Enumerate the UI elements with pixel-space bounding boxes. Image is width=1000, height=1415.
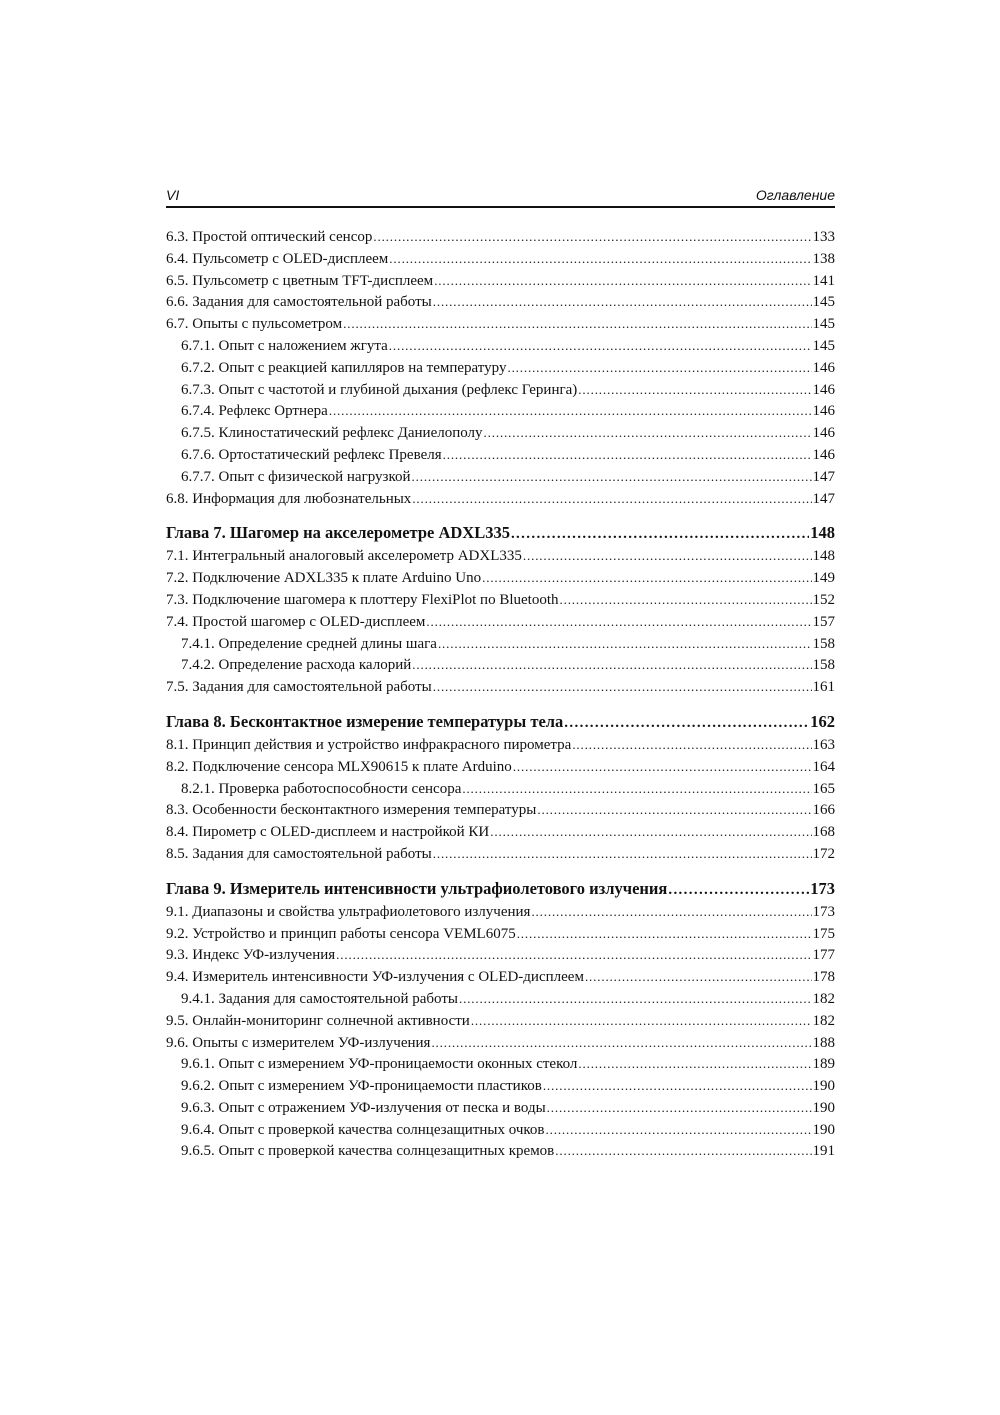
entry-title: 9.6.2. Опыт с измерением УФ-проницаемости пластиков (181, 1078, 542, 1095)
entry-title: 6.7.3. Опыт с частотой и глубиной дыхания (рефлекс Геринга) (181, 381, 578, 398)
dot-leader (511, 522, 809, 546)
dot-leader (484, 422, 812, 444)
dot-leader (585, 966, 812, 988)
entry-title: 8.3. Особенности бесконтактного измерения температуры (166, 802, 537, 819)
entry-title: Глава 7. Шагомер на акселерометре ADXL335 (166, 523, 510, 543)
toc-entry (166, 676, 835, 698)
page-number: VI (166, 187, 180, 203)
entry-title: 8.1. Принцип действия и устройство инфракрасного пирометра (166, 736, 572, 753)
page-ref: 146 (812, 359, 835, 376)
dot-leader (572, 734, 811, 756)
entry-title: Глава 9. Измеритель интенсивности ультрафиолетового излучения (166, 878, 668, 898)
page-ref: 165 (812, 780, 835, 797)
page-ref: 190 (812, 1121, 835, 1138)
page-ref: 152 (812, 591, 835, 608)
page-ref: 175 (812, 925, 835, 942)
toc-entry (166, 1032, 835, 1054)
toc-entry (166, 611, 835, 633)
page-ref: 147 (812, 468, 835, 485)
entry-title: 6.3. Простой оптический сенсор (166, 229, 373, 245)
page-ref: 146 (812, 425, 835, 442)
dot-leader (412, 466, 812, 488)
dot-leader (336, 944, 811, 966)
entry-title: 7.2. Подключение ADXL335 к плате Arduino Uno (166, 570, 482, 587)
dot-leader (564, 711, 809, 735)
dot-leader (560, 589, 812, 611)
page-ref: 146 (812, 446, 835, 463)
entry-title: 7.4.1. Определение средней длины шага (181, 635, 437, 652)
toc-subentry (166, 988, 835, 1010)
dot-leader (434, 270, 811, 292)
entry-title: 9.6.3. Опыт с отражением УФ-излучения от песка и воды (181, 1099, 546, 1116)
page-ref: 158 (812, 635, 835, 652)
page-ref: 146 (812, 403, 835, 420)
page-ref: 163 (812, 736, 835, 753)
page-ref: 148 (812, 548, 835, 565)
entry-title: 8.2. Подключение сенсора MLX90615 к плате Arduino (166, 758, 512, 775)
page-ref: 182 (812, 1012, 835, 1029)
page-ref: 147 (812, 490, 835, 507)
entry-title: 9.6.4. Опыт с проверкой качества солнцезащитных очков (181, 1121, 545, 1138)
entry-title: 6.7.4. Рефлекс Ортнера (181, 403, 328, 420)
dot-leader (531, 901, 811, 923)
toc-subentry (166, 444, 835, 466)
running-title: Оглавление (755, 187, 835, 203)
entry-title: 7.1. Интегральный аналоговый акселерометр ADXL335 (166, 548, 522, 565)
dot-leader (459, 988, 812, 1010)
entry-title: 9.5. Онлайн-мониторинг солнечной активности (166, 1012, 470, 1029)
dot-leader (555, 1140, 811, 1162)
toc-entry (166, 966, 835, 988)
entry-title: 8.5. Задания для самостоятельной работы (166, 845, 432, 862)
page-ref: 148 (810, 523, 835, 543)
page-ref: 166 (812, 802, 835, 819)
page-ref: 189 (812, 1056, 835, 1073)
entry-title: 6.6. Задания для самостоятельной работы (166, 294, 432, 311)
dot-leader (668, 878, 809, 902)
toc-entry (166, 567, 835, 589)
page-ref: 173 (812, 903, 835, 920)
toc-entry (166, 248, 835, 270)
dot-leader (547, 1097, 812, 1119)
dot-leader (389, 335, 812, 357)
entry-title: 6.8. Информация для любознательных (166, 490, 412, 507)
page-ref: 191 (812, 1143, 835, 1160)
entry-title: 9.2. Устройство и принцип работы сенсора VEML6075 (166, 925, 516, 942)
page-ref: 149 (812, 570, 835, 587)
dot-leader (431, 1032, 811, 1054)
toc-entry (166, 923, 835, 945)
toc-subentry (166, 1075, 835, 1097)
dot-leader (343, 313, 811, 335)
page-ref: 161 (812, 679, 835, 696)
dot-leader (443, 444, 812, 466)
page-ref: 162 (810, 711, 835, 731)
toc-subentry (166, 422, 835, 444)
page-ref: 188 (812, 1034, 835, 1051)
entry-title: 9.6. Опыты с измерителем УФ-излучения (166, 1034, 431, 1051)
dot-leader (490, 821, 811, 843)
toc-entry (166, 734, 835, 756)
dot-leader (433, 843, 812, 865)
entry-title: 7.3. Подключение шагомера к плоттеру FlexiPlot по Bluetooth (166, 591, 559, 608)
toc-entry (166, 313, 835, 335)
dot-leader (471, 1010, 812, 1032)
toc-subentry (166, 357, 835, 379)
page-ref: 145 (812, 337, 835, 354)
page-ref: 182 (812, 990, 835, 1007)
toc-subentry (166, 400, 835, 422)
page-ref: 172 (812, 845, 835, 862)
page-ref: 141 (812, 272, 835, 289)
page-ref: 157 (812, 613, 835, 630)
page-ref: 190 (812, 1078, 835, 1095)
toc-entry (166, 1010, 835, 1032)
dot-leader (412, 654, 811, 676)
chapter-heading (166, 877, 835, 901)
page-ref: 145 (812, 316, 835, 333)
toc-entry (166, 901, 835, 923)
entry-title: 6.5. Пульсометр с цветным TFT-дисплеем (166, 272, 434, 289)
page-ref: 178 (812, 969, 835, 986)
dot-leader (438, 633, 812, 655)
entry-title: 6.7. Опыты с пульсометром (166, 316, 343, 333)
toc-entry (166, 488, 835, 510)
entry-title: Глава 8. Бесконтактное измерение температуры тела (166, 711, 564, 731)
toc-subentry (166, 379, 835, 401)
dot-leader (462, 778, 811, 800)
entry-title: 8.4. Пирометр с OLED-дисплеем и настройкой КИ (166, 824, 490, 841)
entry-title: 6.7.5. Клиностатический рефлекс Даниелополу (181, 425, 483, 442)
entry-title: 6.7.7. Опыт с физической нагрузкой (181, 468, 411, 485)
dot-leader (426, 611, 811, 633)
toc-subentry (166, 466, 835, 488)
page-ref: 177 (812, 947, 835, 964)
toc-entry (166, 799, 835, 821)
page-ref: 173 (810, 878, 835, 898)
entry-title: 7.4. Простой шагомер с OLED-дисплеем (166, 613, 426, 630)
toc-entry (166, 291, 835, 313)
dot-leader (389, 248, 811, 270)
toc-subentry (166, 335, 835, 357)
toc-subentry (166, 633, 835, 655)
dot-leader (523, 545, 812, 567)
entry-title: 9.3. Индекс УФ-излучения (166, 947, 336, 964)
dot-leader (517, 923, 812, 945)
entry-title: 6.4. Пульсометр с OLED-дисплеем (166, 250, 389, 267)
toc-entry (166, 545, 835, 567)
toc-entry (166, 270, 835, 292)
page-ref: 190 (812, 1099, 835, 1116)
dot-leader (433, 676, 812, 698)
dot-leader (546, 1119, 812, 1141)
page-ref: 133 (812, 229, 835, 245)
toc-subentry (166, 778, 835, 800)
entry-title: 6.7.2. Опыт с реакцией капилляров на температуру (181, 359, 507, 376)
entry-title: 7.4.2. Определение расхода калорий (181, 657, 412, 674)
page-ref: 146 (812, 381, 835, 398)
chapter-heading (166, 521, 835, 545)
toc-entry (166, 843, 835, 865)
entry-title: 9.4.1. Задания для самостоятельной работы (181, 990, 458, 1007)
entry-title: 8.2.1. Проверка работоспособности сенсора (181, 780, 462, 797)
chapter-heading (166, 710, 835, 734)
toc-subentry (166, 1053, 835, 1075)
dot-leader (433, 291, 812, 313)
running-header (166, 186, 835, 208)
toc-entry (166, 589, 835, 611)
page-ref: 158 (812, 657, 835, 674)
toc-entry (166, 944, 835, 966)
dot-leader (329, 400, 812, 422)
toc-entry (166, 226, 835, 248)
page-ref: 168 (812, 824, 835, 841)
table-of-contents (166, 226, 835, 1162)
dot-leader (482, 567, 811, 589)
page-ref: 164 (812, 758, 835, 775)
entry-title: 7.5. Задания для самостоятельной работы (166, 679, 432, 696)
toc-entry (166, 821, 835, 843)
dot-leader (373, 226, 811, 248)
toc-entry (166, 756, 835, 778)
entry-title: 6.7.6. Ортостатический рефлекс Превеля (181, 446, 442, 463)
page-ref: 138 (812, 250, 835, 267)
toc-subentry (166, 654, 835, 676)
entry-title: 9.6.1. Опыт с измерением УФ-проницаемости оконных стекол (181, 1056, 578, 1073)
entry-title: 9.6.5. Опыт с проверкой качества солнцезащитных кремов (181, 1143, 555, 1160)
toc-subentry (166, 1097, 835, 1119)
toc-subentry (166, 1140, 835, 1162)
dot-leader (578, 379, 811, 401)
dot-leader (412, 488, 811, 510)
dot-leader (513, 756, 812, 778)
toc-subentry (166, 1119, 835, 1141)
entry-title: 6.7.1. Опыт с наложением жгута (181, 337, 388, 354)
entry-title: 9.4. Измеритель интенсивности УФ-излучения с OLED-дисплеем (166, 969, 584, 986)
dot-leader (543, 1075, 812, 1097)
dot-leader (578, 1053, 811, 1075)
page-ref: 145 (812, 294, 835, 311)
entry-title: 9.1. Диапазоны и свойства ультрафиолетового излучения (166, 903, 531, 920)
dot-leader (507, 357, 811, 379)
dot-leader (537, 799, 811, 821)
